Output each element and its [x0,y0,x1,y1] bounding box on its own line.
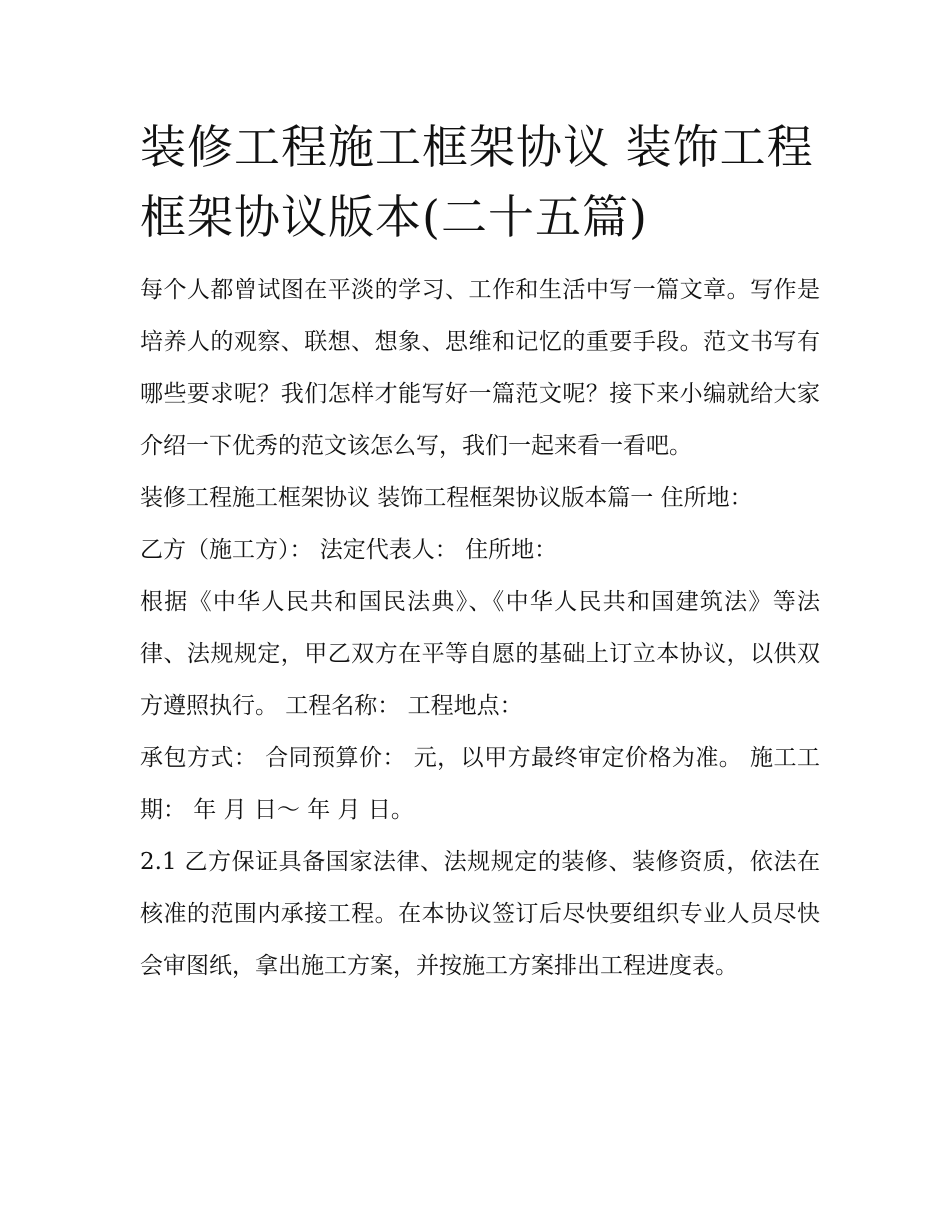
legal-basis-paragraph: 根据《中华人民共和国民法典》、《中华人民共和国建筑法》等法律、法规规定，甲乙双方在平等自愿的基础上订立本协议，以供双方遵照执行。 工程名称： 工程地点： [140,589,820,719]
clause-2-1-paragraph: 2.1 乙方保证具备国家法律、法规规定的装修、装修资质，依法在核准的范围内承接工程。在本协议签订后尽快要组织专业人员尽快会审图纸，拿出施工方案，并按施工方案排出工程进度表。 [140,849,820,979]
party-b-paragraph: 乙方（施工方）： 法定代表人： 住所地： [140,537,558,563]
agreement-heading-paragraph: 装修工程施工框架协议 装饰工程框架协议版本篇一 住所地： [140,485,753,511]
document-title: 装修工程施工框架协议 装饰工程框架协议版本(二十五篇) [140,120,814,244]
document-page [140,112,820,992]
contract-terms-paragraph: 承包方式： 合同预算价： 元，以甲方最终审定价格为准。 施工工期： 年 月 日～ 年 月 日。 [140,745,820,823]
intro-paragraph: 每个人都曾试图在平淡的学习、工作和生活中写一篇文章。写作是培养人的观察、联想、想象、思维和记忆的重要手段。范文书写有哪些要求呢？我们怎样才能写好一篇范文呢？接下来小编就给大家介绍一下优秀的范文该怎么写，我们一起来看一看吧。 [140,277,820,459]
